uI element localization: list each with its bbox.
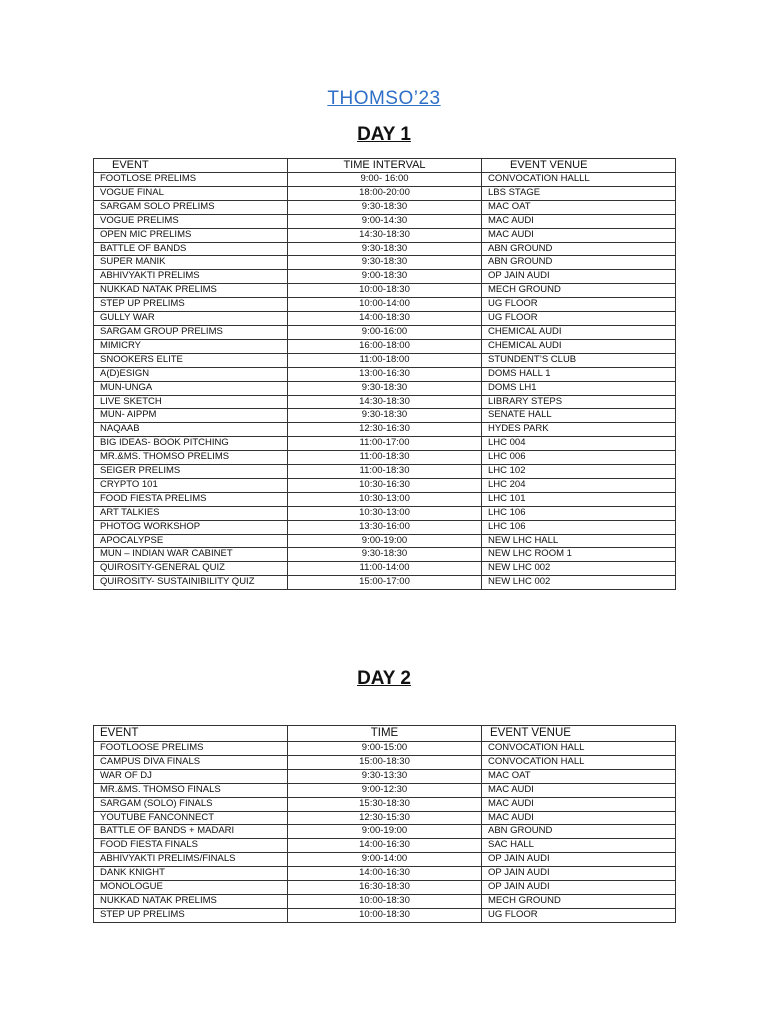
event-cell: STEP UP PRELIMS	[94, 298, 288, 312]
venue-cell: LHC 106	[482, 520, 676, 534]
event-cell: VOGUE FINAL	[94, 186, 288, 200]
time-cell: 10:30-13:00	[288, 492, 482, 506]
table-row	[94, 881, 676, 895]
time-cell: 9:30-18:30	[288, 548, 482, 562]
table-row	[94, 825, 676, 839]
venue-cell: MAC AUDI	[482, 797, 676, 811]
time-cell: 10:30-13:00	[288, 506, 482, 520]
time-cell: 11:00-17:00	[288, 437, 482, 451]
event-cell: FOOD FIESTA PRELIMS	[94, 492, 288, 506]
venue-cell: NEW LHC 002	[482, 576, 676, 590]
event-cell: VOGUE PRELIMS	[94, 214, 288, 228]
event-cell: NUKKAD NATAK PRELIMS	[94, 894, 288, 908]
time-cell: 12:30-16:30	[288, 423, 482, 437]
column-header-event: EVENT	[94, 726, 288, 742]
table-row	[94, 395, 676, 409]
table-row	[94, 769, 676, 783]
venue-cell: LIBRARY STEPS	[482, 395, 676, 409]
venue-cell: UG FLOOR	[482, 298, 676, 312]
time-cell: 10:00-14:00	[288, 298, 482, 312]
venue-cell: LHC 102	[482, 465, 676, 479]
time-cell: 14:00-18:30	[288, 312, 482, 326]
event-cell: NAQAAB	[94, 423, 288, 437]
event-cell: MR.&MS. THOMSO FINALS	[94, 783, 288, 797]
event-cell: PHOTOG WORKSHOP	[94, 520, 288, 534]
table-row	[94, 200, 676, 214]
table-row	[94, 381, 676, 395]
event-cell: BATTLE OF BANDS + MADARI	[94, 825, 288, 839]
time-cell: 13:30-16:00	[288, 520, 482, 534]
day1-table-body	[94, 173, 676, 590]
table-row	[94, 520, 676, 534]
table-row	[94, 534, 676, 548]
venue-cell: NEW LHC 002	[482, 562, 676, 576]
venue-cell: HYDES PARK	[482, 423, 676, 437]
time-cell: 10:00-18:30	[288, 284, 482, 298]
time-cell: 9:00-19:00	[288, 825, 482, 839]
table-row	[94, 894, 676, 908]
event-cell: CRYPTO 101	[94, 478, 288, 492]
time-cell: 9:00-19:00	[288, 534, 482, 548]
table-header-row	[94, 159, 676, 173]
table-row	[94, 451, 676, 465]
event-cell: APOCALYPSE	[94, 534, 288, 548]
table-row	[94, 228, 676, 242]
event-cell: BIG IDEAS- BOOK PITCHING	[94, 437, 288, 451]
event-cell: NUKKAD NATAK PRELIMS	[94, 284, 288, 298]
venue-cell: LHC 006	[482, 451, 676, 465]
time-cell: 14:30-18:30	[288, 395, 482, 409]
table-row	[94, 409, 676, 423]
time-cell: 10:00-18:30	[288, 908, 482, 922]
venue-cell: DOMS LH1	[482, 381, 676, 395]
time-cell: 14:00-16:30	[288, 839, 482, 853]
event-cell: MUN – INDIAN WAR CABINET	[94, 548, 288, 562]
event-cell: SARGAM SOLO PRELIMS	[94, 200, 288, 214]
event-cell: SNOOKERS ELITE	[94, 353, 288, 367]
venue-cell: MAC OAT	[482, 769, 676, 783]
venue-cell: MAC AUDI	[482, 214, 676, 228]
table-row	[94, 562, 676, 576]
time-cell: 9:30-18:30	[288, 381, 482, 395]
table-row	[94, 256, 676, 270]
time-cell: 11:00-14:00	[288, 562, 482, 576]
table-row	[94, 367, 676, 381]
table-row	[94, 853, 676, 867]
time-cell: 13:00-16:30	[288, 367, 482, 381]
day2-schedule-table	[93, 725, 676, 923]
venue-cell: ABN GROUND	[482, 242, 676, 256]
venue-cell: UG FLOOR	[482, 908, 676, 922]
time-cell: 16:30-18:30	[288, 881, 482, 895]
event-cell: BATTLE OF BANDS	[94, 242, 288, 256]
venue-cell: LBS STAGE	[482, 186, 676, 200]
venue-cell: CHEMICAL AUDI	[482, 339, 676, 353]
table-row	[94, 423, 676, 437]
venue-cell: LHC 101	[482, 492, 676, 506]
event-cell: FOOD FIESTA FINALS	[94, 839, 288, 853]
venue-cell: OP JAIN AUDI	[482, 270, 676, 284]
time-cell: 14:30-18:30	[288, 228, 482, 242]
time-cell: 11:00-18:30	[288, 465, 482, 479]
time-cell: 9:00-16:00	[288, 325, 482, 339]
venue-cell: MAC AUDI	[482, 811, 676, 825]
time-cell: 9:00-12:30	[288, 783, 482, 797]
table-header-row	[94, 726, 676, 742]
event-cell: SARGAM (SOLO) FINALS	[94, 797, 288, 811]
time-cell: 9:00-18:30	[288, 270, 482, 284]
venue-cell: NEW LHC ROOM 1	[482, 548, 676, 562]
venue-cell: MAC AUDI	[482, 783, 676, 797]
day1-schedule-table	[93, 158, 676, 590]
event-cell: MUN- AIPPM	[94, 409, 288, 423]
time-cell: 10:30-16:30	[288, 478, 482, 492]
table-row	[94, 742, 676, 756]
table-row	[94, 214, 676, 228]
venue-cell: CONVOCATION HALL	[482, 742, 676, 756]
table-row	[94, 548, 676, 562]
table-row	[94, 437, 676, 451]
event-cell: QUIROSITY-GENERAL QUIZ	[94, 562, 288, 576]
time-cell: 16:00-18:00	[288, 339, 482, 353]
event-cell: MONOLOGUE	[94, 881, 288, 895]
table-row	[94, 284, 676, 298]
table-row	[94, 492, 676, 506]
table-row	[94, 506, 676, 520]
table-row	[94, 312, 676, 326]
column-header-time: TIME INTERVAL	[288, 159, 482, 173]
event-cell: MUN-UNGA	[94, 381, 288, 395]
event-cell: OPEN MIC PRELIMS	[94, 228, 288, 242]
time-cell: 9:00-14:30	[288, 214, 482, 228]
event-cell: GULLY WAR	[94, 312, 288, 326]
venue-cell: ABN GROUND	[482, 825, 676, 839]
time-cell: 9:30-18:30	[288, 409, 482, 423]
venue-cell: MECH GROUND	[482, 284, 676, 298]
venue-cell: SAC HALL	[482, 839, 676, 853]
event-cell: MIMICRY	[94, 339, 288, 353]
time-cell: 10:00-18:30	[288, 894, 482, 908]
event-cell: LIVE SKETCH	[94, 395, 288, 409]
event-cell: WAR OF DJ	[94, 769, 288, 783]
venue-cell: NEW LHC HALL	[482, 534, 676, 548]
table-row	[94, 478, 676, 492]
venue-cell: UG FLOOR	[482, 312, 676, 326]
column-header-venue: EVENT VENUE	[482, 159, 676, 173]
venue-cell: MECH GROUND	[482, 894, 676, 908]
table-row	[94, 797, 676, 811]
table-row	[94, 186, 676, 200]
venue-cell: CONVOCATION HALL	[482, 755, 676, 769]
venue-cell: CHEMICAL AUDI	[482, 325, 676, 339]
day2-heading: DAY 2	[357, 668, 411, 689]
event-cell: YOUTUBE FANCONNECT	[94, 811, 288, 825]
table-row	[94, 325, 676, 339]
event-cell: ART TALKIES	[94, 506, 288, 520]
time-cell: 9:30-18:30	[288, 200, 482, 214]
event-cell: QUIROSITY- SUSTAINIBILITY QUIZ	[94, 576, 288, 590]
event-cell: A(D)ESIGN	[94, 367, 288, 381]
time-cell: 14:00-16:30	[288, 867, 482, 881]
venue-cell: DOMS HALL 1	[482, 367, 676, 381]
time-cell: 9:00-14:00	[288, 853, 482, 867]
table-row	[94, 755, 676, 769]
event-cell: SARGAM GROUP PRELIMS	[94, 325, 288, 339]
table-row	[94, 242, 676, 256]
table-row	[94, 783, 676, 797]
event-cell: FOOTLOSE PRELIMS	[94, 173, 288, 187]
venue-cell: SENATE HALL	[482, 409, 676, 423]
time-cell: 9:00-15:00	[288, 742, 482, 756]
event-cell: ABHIVYAKTI PRELIMS/FINALS	[94, 853, 288, 867]
column-header-time: TIME	[288, 726, 482, 742]
venue-cell: STUNDENT’S CLUB	[482, 353, 676, 367]
venue-cell: ABN GROUND	[482, 256, 676, 270]
table-row	[94, 839, 676, 853]
event-cell: STEP UP PRELIMS	[94, 908, 288, 922]
column-header-event: EVENT	[94, 159, 288, 173]
event-cell: DANK KNIGHT	[94, 867, 288, 881]
column-header-venue: EVENT VENUE	[482, 726, 676, 742]
table-row	[94, 339, 676, 353]
table-row	[94, 270, 676, 284]
table-row	[94, 867, 676, 881]
time-cell: 18:00-20:00	[288, 186, 482, 200]
time-cell: 9:00- 16:00	[288, 173, 482, 187]
event-cell: FOOTLOOSE PRELIMS	[94, 742, 288, 756]
table-row	[94, 908, 676, 922]
event-cell: SEIGER PRELIMS	[94, 465, 288, 479]
time-cell: 11:00-18:30	[288, 451, 482, 465]
time-cell: 11:00-18:00	[288, 353, 482, 367]
venue-cell: OP JAIN AUDI	[482, 853, 676, 867]
venue-cell: LHC 204	[482, 478, 676, 492]
venue-cell: LHC 106	[482, 506, 676, 520]
table-row	[94, 465, 676, 479]
time-cell: 15:30-18:30	[288, 797, 482, 811]
time-cell: 15:00-17:00	[288, 576, 482, 590]
event-cell: MR.&MS. THOMSO PRELIMS	[94, 451, 288, 465]
table-row	[94, 173, 676, 187]
venue-cell: CONVOCATION HALLL	[482, 173, 676, 187]
day2-table-body	[94, 742, 676, 923]
event-cell: SUPER MANIK	[94, 256, 288, 270]
event-cell: ABHIVYAKTI PRELIMS	[94, 270, 288, 284]
venue-cell: OP JAIN AUDI	[482, 867, 676, 881]
table-row	[94, 576, 676, 590]
document-title: THOMSO’23	[327, 88, 441, 109]
venue-cell: MAC OAT	[482, 200, 676, 214]
time-cell: 15:00-18:30	[288, 755, 482, 769]
venue-cell: OP JAIN AUDI	[482, 881, 676, 895]
venue-cell: MAC AUDI	[482, 228, 676, 242]
time-cell: 9:30-13:30	[288, 769, 482, 783]
table-row	[94, 811, 676, 825]
venue-cell: LHC 004	[482, 437, 676, 451]
time-cell: 12:30-15:30	[288, 811, 482, 825]
table-row	[94, 353, 676, 367]
time-cell: 9:30-18:30	[288, 242, 482, 256]
time-cell: 9:30-18:30	[288, 256, 482, 270]
event-cell: CAMPUS DIVA FINALS	[94, 755, 288, 769]
day1-heading: DAY 1	[357, 124, 411, 145]
table-row	[94, 298, 676, 312]
